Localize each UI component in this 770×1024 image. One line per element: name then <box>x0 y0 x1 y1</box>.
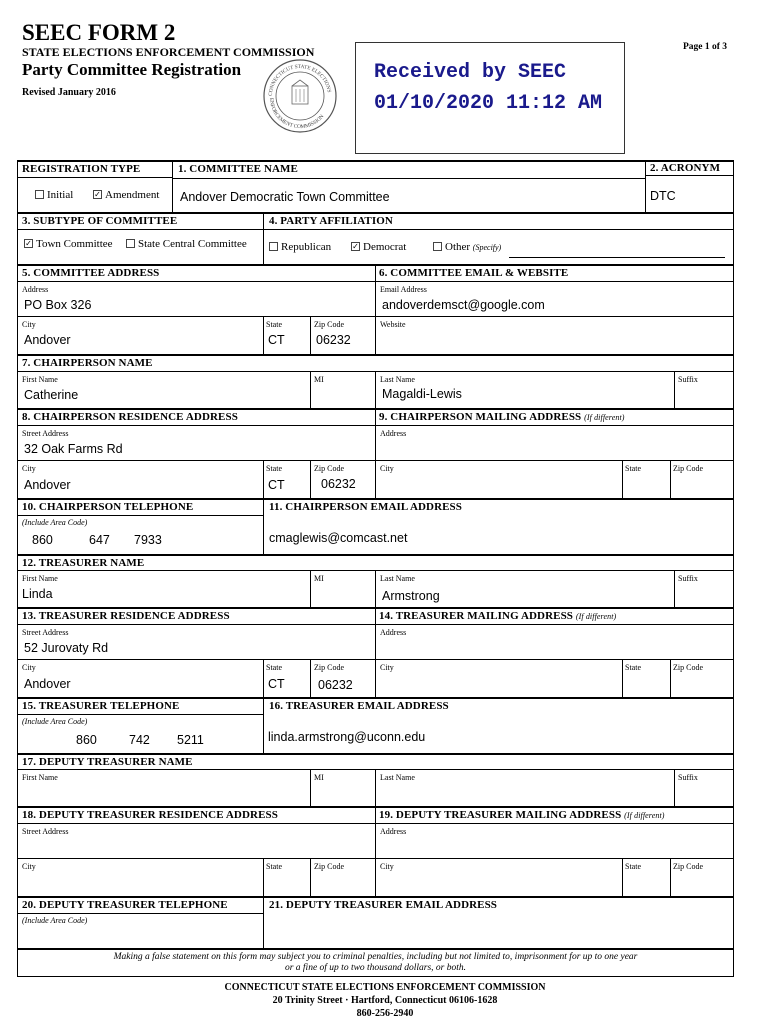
deputy-last-label: Last Name <box>380 773 415 782</box>
deputy-suffix-label: Suffix <box>678 773 698 782</box>
committee-website-label: Website <box>380 320 406 329</box>
committee-name-label: 1. COMMITTEE NAME <box>178 163 298 175</box>
chair-email-title: 11. CHAIRPERSON EMAIL ADDRESS <box>269 501 462 513</box>
other-label: Other <box>445 241 471 253</box>
warning-line-1: Making a false statement on this form may subject you to criminal penalties, including but not limited to, imprisonment for up to one year <box>113 952 638 962</box>
state-central-checkbox[interactable] <box>126 238 247 250</box>
footer-agency: CONNECTICUT STATE ELECTIONS ENFORCEMENT COMMISSION <box>224 982 546 993</box>
treas-suffix-label: Suffix <box>678 574 698 583</box>
registration-type-label: REGISTRATION TYPE <box>22 163 141 175</box>
treas-email-field[interactable]: linda.armstrong@uconn.edu <box>268 730 426 744</box>
chairperson-name-title: 7. CHAIRPERSON NAME <box>22 357 153 369</box>
town-committee-checkbox[interactable] <box>24 238 113 250</box>
chair-area-code-note: (Include Area Code) <box>22 518 88 527</box>
chair-city-field[interactable]: Andover <box>24 478 71 492</box>
treas-zip-field[interactable]: 06232 <box>318 678 353 692</box>
town-committee-box: ✓ <box>25 238 32 248</box>
republican-label: Republican <box>281 241 332 253</box>
deputy-mail-city-label: City <box>380 862 394 871</box>
chair-phone-line[interactable]: 7933 <box>134 533 162 547</box>
chair-mailing-if-different: (If different) <box>584 413 625 422</box>
stamp-received: Received by SEEC <box>374 61 567 84</box>
committee-city-label: City <box>22 320 36 329</box>
committee-email-title: 6. COMMITTEE EMAIL & WEBSITE <box>379 267 569 279</box>
amendment-label: Amendment <box>105 189 160 201</box>
chair-zip-field[interactable]: 06232 <box>321 477 356 491</box>
committee-email-field[interactable]: andoverdemsct@google.com <box>382 298 545 312</box>
committee-address-title: 5. COMMITTEE ADDRESS <box>22 267 160 279</box>
deputy-mail-zip-label: Zip Code <box>673 862 703 871</box>
town-committee-label: Town Committee <box>36 238 113 250</box>
committee-state-label: State <box>266 320 282 329</box>
treas-mailing-title <box>379 610 616 622</box>
other-specify-label: (Specify) <box>472 243 502 252</box>
committee-address-field[interactable]: PO Box 326 <box>24 298 92 312</box>
treas-phone-line[interactable]: 5211 <box>177 733 204 747</box>
treas-city-field[interactable]: Andover <box>24 677 71 691</box>
treas-mail-zip-label: Zip Code <box>673 663 703 672</box>
stamp-datetime: 01/10/2020 11:12 AM <box>374 92 603 115</box>
treas-email-title: 16. TREASURER EMAIL ADDRESS <box>269 700 449 712</box>
chair-phone-title: 10. CHAIRPERSON TELEPHONE <box>22 501 194 513</box>
acronym-label: 2. ACRONYM <box>650 162 721 174</box>
chair-last-label: Last Name <box>380 375 415 384</box>
democrat-checkbox[interactable] <box>351 241 406 253</box>
seal-text-top: CONNECTICUT STATE ELECTIONS <box>267 63 332 97</box>
deputy-first-label: First Name <box>22 773 58 782</box>
deputy-area-code-note: (Include Area Code) <box>22 916 88 925</box>
chair-phone-area[interactable]: 860 <box>32 533 53 547</box>
treas-state-field[interactable]: CT <box>268 677 285 691</box>
amendment-checkbox[interactable] <box>93 189 159 201</box>
treas-phone-title: 15. TREASURER TELEPHONE <box>22 700 180 712</box>
deputy-mailing-if-different: (If different) <box>624 811 665 820</box>
chair-email-field[interactable]: cmaglewis@comcast.net <box>269 531 408 545</box>
other-specify-line[interactable] <box>509 257 725 258</box>
deputy-mailing-title-text: 19. DEPUTY TREASURER MAILING ADDRESS <box>379 809 622 821</box>
deputy-phone-title: 20. DEPUTY TREASURER TELEPHONE <box>22 899 228 911</box>
chair-last-field[interactable]: Magaldi-Lewis <box>382 387 462 401</box>
treas-mail-address-label: Address <box>380 628 407 637</box>
committee-zip-label: Zip Code <box>314 320 344 329</box>
received-stamp-box <box>355 42 625 154</box>
treas-first-field[interactable]: Linda <box>22 587 53 601</box>
chair-zip-label: Zip Code <box>314 464 344 473</box>
chair-mi-label: MI <box>314 375 324 384</box>
deputy-city-label: City <box>22 862 36 871</box>
revised-date: Revised January 2016 <box>22 87 116 98</box>
treas-phone-area[interactable]: 860 <box>76 733 97 747</box>
chair-first-field[interactable]: Catherine <box>24 388 79 402</box>
chair-mail-state-label: State <box>625 464 641 473</box>
deputy-street-label: Street Address <box>22 827 69 836</box>
treas-city-label: City <box>22 663 36 672</box>
false-statement-warning <box>17 952 734 974</box>
treas-first-label: First Name <box>22 574 58 583</box>
treas-last-field[interactable]: Armstrong <box>382 589 440 603</box>
committee-city-field[interactable]: Andover <box>24 333 71 347</box>
treas-mailing-title-text: 14. TREASURER MAILING ADDRESS <box>379 610 574 622</box>
chair-mailing-title-text: 9. CHAIRPERSON MAILING ADDRESS <box>379 411 582 423</box>
deputy-mail-address-label: Address <box>380 827 407 836</box>
treas-last-label: Last Name <box>380 574 415 583</box>
acronym-field[interactable]: DTC <box>650 189 676 203</box>
treasurer-name-title: 12. TREASURER NAME <box>22 557 145 569</box>
treas-street-field[interactable]: 52 Jurovaty Rd <box>24 641 109 655</box>
chair-state-field[interactable]: CT <box>268 478 285 492</box>
state-central-label: State Central Committee <box>138 238 247 250</box>
committee-zip-field[interactable]: 06232 <box>316 333 351 347</box>
chair-mail-zip-label: Zip Code <box>673 464 703 473</box>
chair-street-field[interactable]: 32 Oak Farms Rd <box>24 442 123 456</box>
amendment-box: ✓ <box>94 189 101 199</box>
form-title: SEEC FORM 2 <box>22 20 176 45</box>
page-number: Page 1 of 3 <box>683 42 728 52</box>
chair-street-label: Street Address <box>22 429 69 438</box>
party-affiliation-label: 4. PARTY AFFILIATION <box>269 215 393 227</box>
deputy-mi-label: MI <box>314 773 324 782</box>
deputy-state-label: State <box>266 862 282 871</box>
treas-street-label: Street Address <box>22 628 69 637</box>
footer-phone: 860-256-2940 <box>356 1008 414 1019</box>
chair-city-label: City <box>22 464 36 473</box>
chair-mailing-title <box>379 411 625 423</box>
chair-first-label: First Name <box>22 375 58 384</box>
democrat-label: Democrat <box>363 241 407 253</box>
footer-address: 20 Trinity Street · Hartford, Connecticut 06106-1628 <box>272 995 498 1006</box>
initial-label: Initial <box>47 189 74 201</box>
treas-state-label: State <box>266 663 282 672</box>
chair-suffix-label: Suffix <box>678 375 698 384</box>
initial-box <box>35 190 44 199</box>
committee-state-field[interactable]: CT <box>268 333 285 347</box>
republican-box <box>269 242 278 251</box>
treas-mailing-if-different: (If different) <box>575 612 617 621</box>
deputy-name-title: 17. DEPUTY TREASURER NAME <box>22 756 193 768</box>
state-central-box <box>126 239 135 248</box>
chair-mail-city-label: City <box>380 464 394 473</box>
deputy-mail-state-label: State <box>625 862 641 871</box>
warning-line-2: or a fine of up to two thousand dollars, or both. <box>284 963 467 973</box>
seal-text-bottom: ENFORCEMENT COMMISSION <box>267 97 326 131</box>
committee-name-field[interactable]: Andover Democratic Town Committee <box>180 190 390 204</box>
form-name: Party Committee Registration <box>22 60 242 79</box>
subtype-label: 3. SUBTYPE OF COMMITTEE <box>22 215 178 227</box>
committee-address-label: Address <box>22 285 49 294</box>
chair-residence-title: 8. CHAIRPERSON RESIDENCE ADDRESS <box>22 411 238 423</box>
treas-mi-label: MI <box>314 574 324 583</box>
deputy-mailing-title <box>379 809 665 821</box>
chair-phone-prefix[interactable]: 647 <box>89 533 110 547</box>
other-checkbox[interactable] <box>433 241 501 253</box>
deputy-zip-label: Zip Code <box>314 862 344 871</box>
state-seal-logo <box>262 56 338 136</box>
deputy-email-title: 21. DEPUTY TREASURER EMAIL ADDRESS <box>269 899 498 911</box>
other-box <box>433 242 442 251</box>
deputy-residence-title: 18. DEPUTY TREASURER RESIDENCE ADDRESS <box>22 809 278 821</box>
chair-state-label: State <box>266 464 282 473</box>
committee-website-field[interactable] <box>382 333 722 349</box>
treas-zip-label: Zip Code <box>314 663 344 672</box>
treas-area-code-note: (Include Area Code) <box>22 717 88 726</box>
democrat-box: ✓ <box>352 241 359 251</box>
agency-name: STATE ELECTIONS ENFORCEMENT COMMISSION <box>22 45 315 59</box>
initial-checkbox[interactable] <box>35 189 73 201</box>
treas-phone-prefix[interactable]: 742 <box>129 733 150 747</box>
treas-mail-state-label: State <box>625 663 641 672</box>
treas-mail-city-label: City <box>380 663 394 672</box>
chair-mail-address-label: Address <box>380 429 407 438</box>
committee-email-label: Email Address <box>380 285 427 294</box>
treas-residence-title: 13. TREASURER RESIDENCE ADDRESS <box>22 610 230 622</box>
republican-checkbox[interactable] <box>269 241 331 253</box>
